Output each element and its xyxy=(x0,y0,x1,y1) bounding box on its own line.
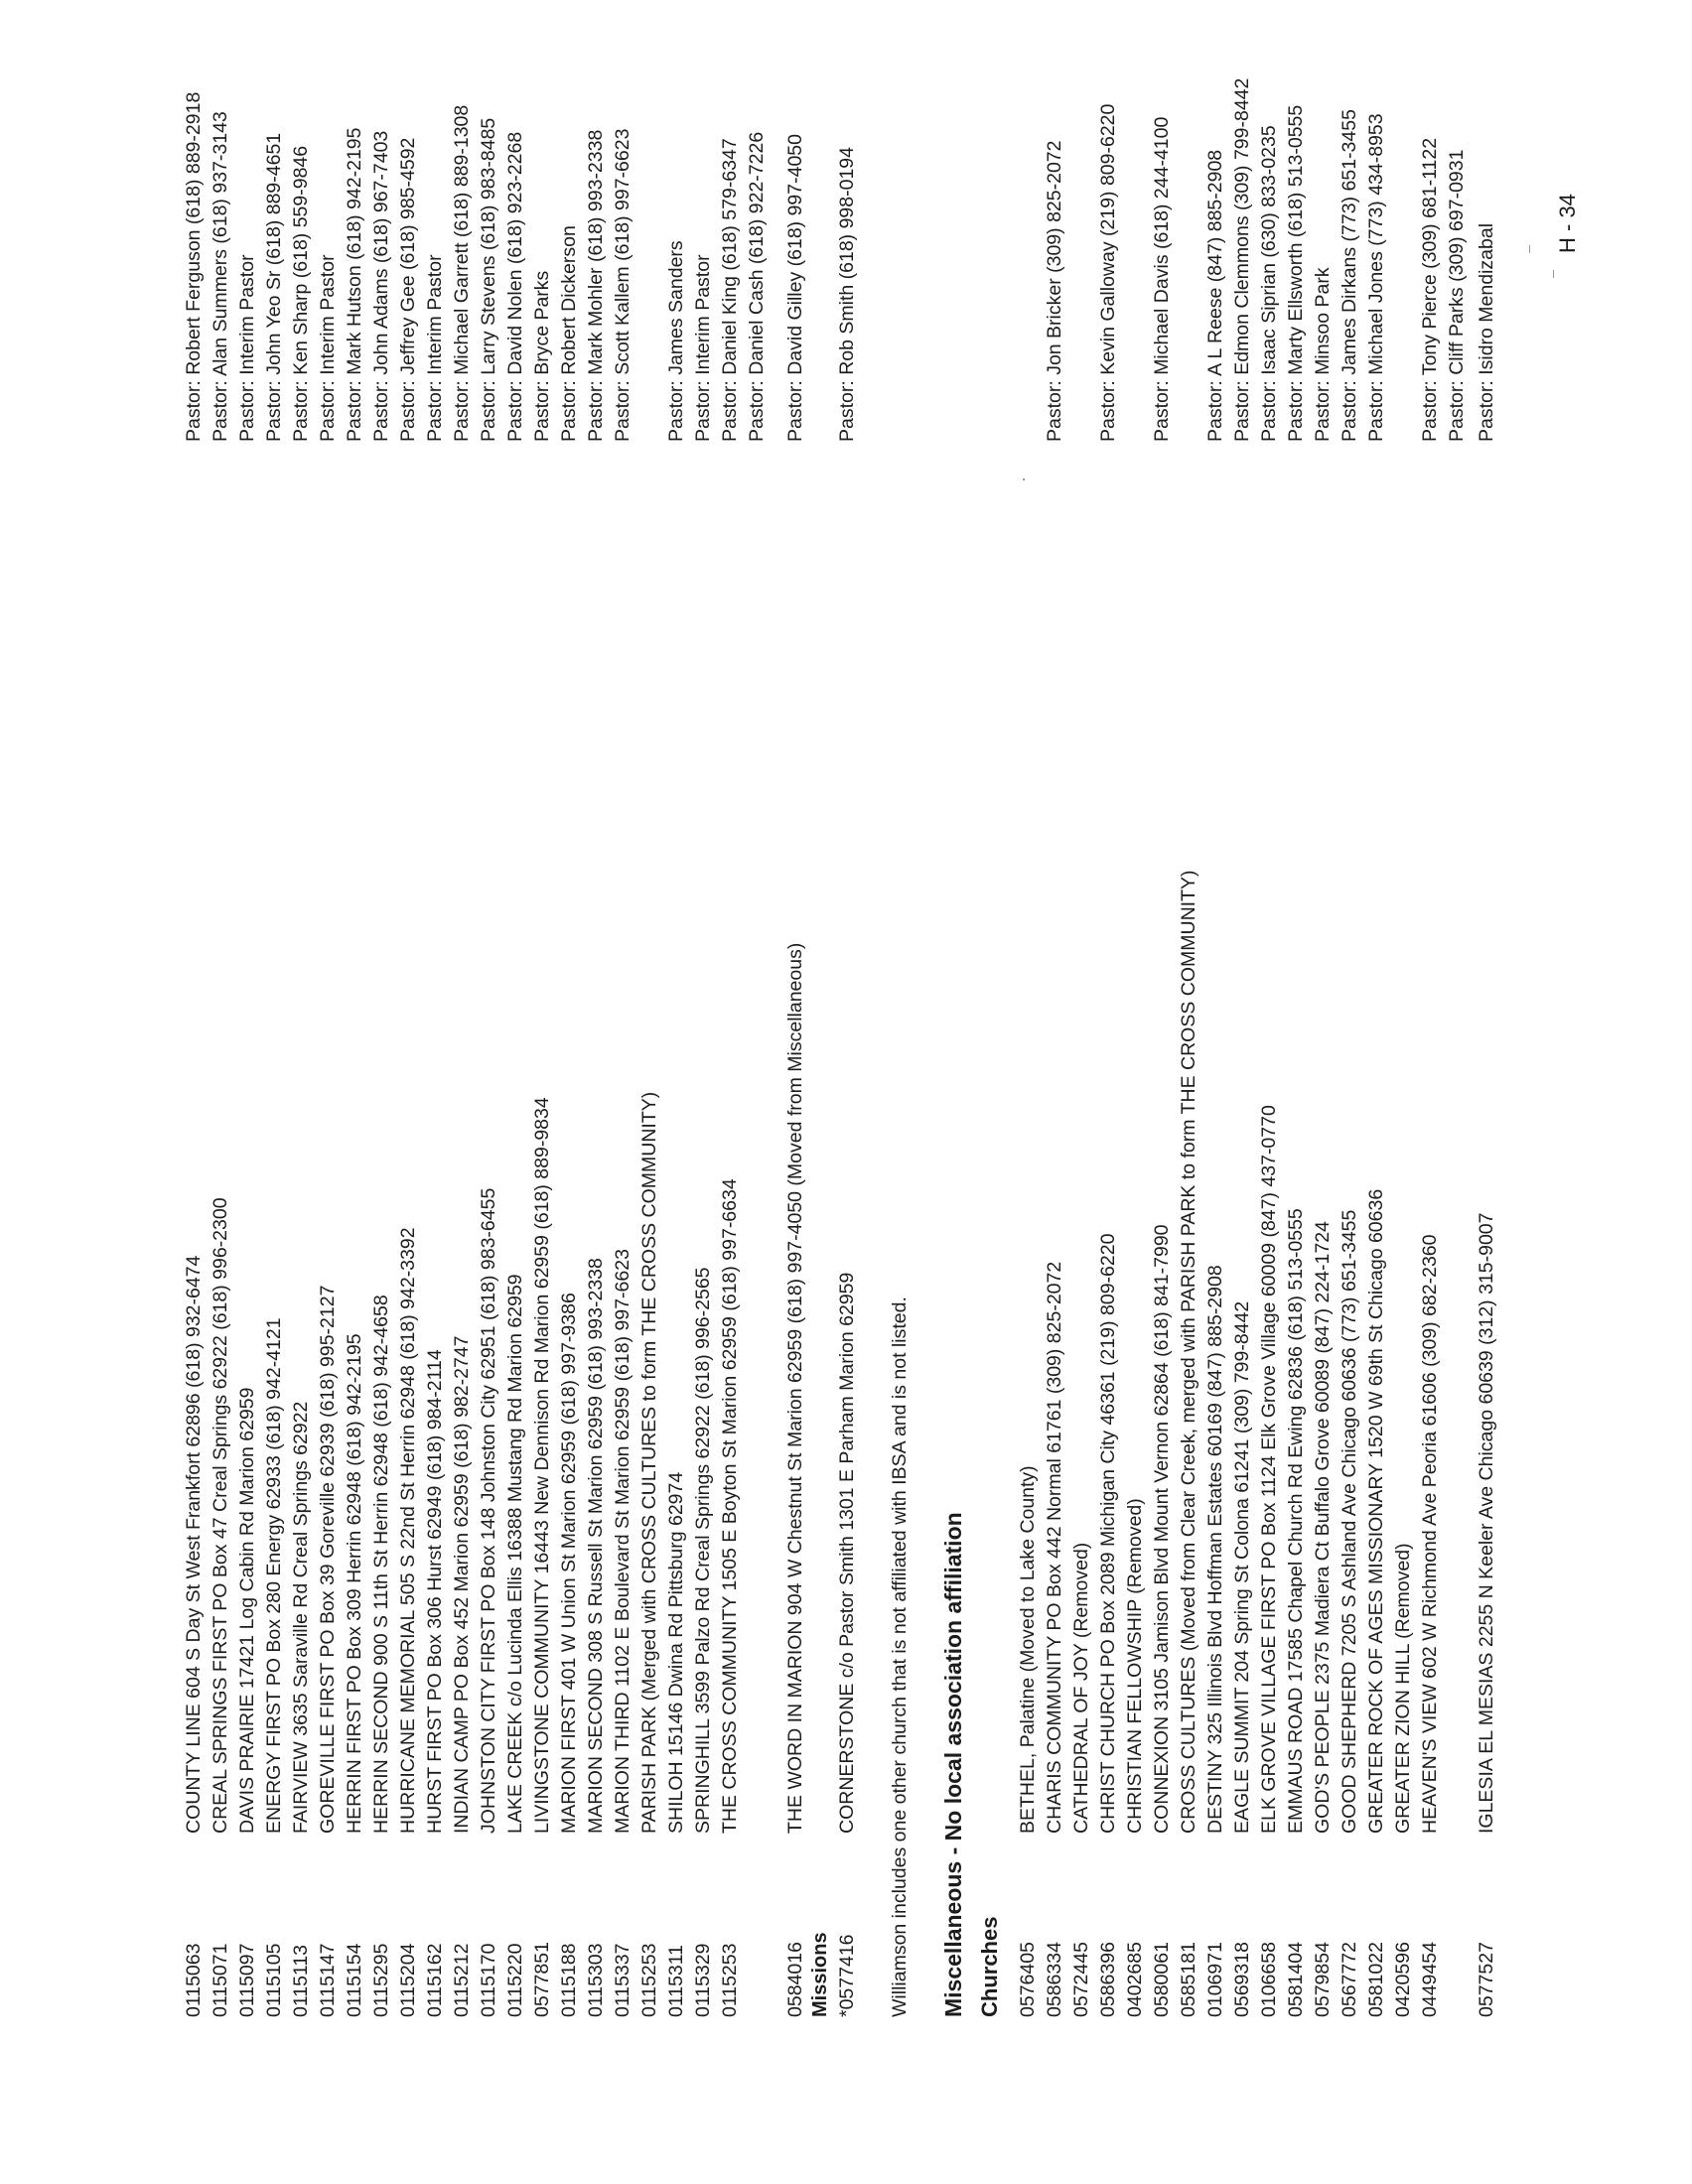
church-entry: CATHEDRAL OF JOY (Removed) xyxy=(1070,1542,1092,1834)
church-entry: CROSS CULTURES (Moved from Clear Creek, merged with PARISH PARK to form THE CROSS COMMUNITY) xyxy=(1178,870,1199,1834)
church-id: 0115311 xyxy=(665,1944,687,2017)
church-id: 0577851 xyxy=(531,1942,553,2017)
church-id: 0567772 xyxy=(1339,1942,1360,2017)
church-id: 0579854 xyxy=(1312,1942,1334,2017)
church-entry: SPRINGHILL 3599 Palzo Rd Creal Springs 62922 (618) 996-2565 xyxy=(692,1267,714,1834)
missions-heading: Missions xyxy=(809,1932,831,2017)
church-id: 0115097 xyxy=(236,1943,258,2017)
church-id: 0115170 xyxy=(478,1943,499,2017)
church-pastor xyxy=(1015,78,1042,442)
church-entry: MARION SECOND 308 S Russell St Marion 62959 (618) 993-2338 xyxy=(585,1258,607,1834)
church-id: 0115188 xyxy=(558,1943,580,2017)
church-entry: GOREVILLE FIRST PO Box 39 Goreville 62939 (618) 995-2127 xyxy=(317,1285,339,1834)
church-id: 0115105 xyxy=(263,1943,285,2017)
church-pastor: Pastor: Scott Kallem (618) 997-6623 xyxy=(612,128,634,442)
church-pastor: Pastor: Isaac Siprian (630) 833-0235 xyxy=(1258,125,1280,442)
misc-heading: Miscellaneous - No local association affiliation xyxy=(940,1512,966,2017)
church-id: 0115329 xyxy=(692,1943,714,2017)
church-entry: HURRICANE MEMORIAL 505 S 22nd St Herrin 62948 (618) 942-3392 xyxy=(397,1227,419,1834)
word-entry: THE WORD IN MARION 904 W Chestnut St Marion 62959 (618) 997-4050 (Moved from Miscellaneous) xyxy=(784,942,806,1834)
extra-pastor: Pastor: Cliff Parks (309) 697-0931 xyxy=(1446,149,1468,442)
mission-id: *0577416 xyxy=(836,1934,858,2017)
misc-entry-column xyxy=(1015,871,1444,1835)
church-id: 0581022 xyxy=(1365,1942,1387,2017)
church-pastor: Pastor: John Yeo Sr (618) 889-4651 xyxy=(263,132,285,442)
church-entry: COUNTY LINE 604 S Day St West Frankfort 62896 (618) 932-6474 xyxy=(183,1255,205,1834)
church-pastor: Pastor: Alan Summers (618) 937-3143 xyxy=(210,111,231,442)
church-id: 0585181 xyxy=(1178,1942,1199,2017)
church-entry: CREAL SPRINGS FIRST PO Box 47 Creal Springs 62922 (618) 996-2300 xyxy=(210,1197,231,1834)
church-entry: DAVIS PRAIRIE 17421 Log Cabin Rd Marion 62959 xyxy=(236,1387,258,1834)
church-entry: GREATER ROCK OF AGES MISSIONARY 1520 W 69th St Chicago 60636 xyxy=(1365,1188,1387,1834)
mission-entry: CORNERSTONE c/o Pastor Smith 1301 E Parham Marion 62959 xyxy=(836,1272,858,1834)
church-entry: ENERGY FIRST PO Box 280 Energy 62933 (618) 942-4121 xyxy=(263,1317,285,1834)
church-entry: FAIRVIEW 3635 Saraville Rd Creal Springs 62922 xyxy=(290,1401,312,1834)
church-id: 0106971 xyxy=(1204,1942,1226,2017)
church-pastor: Pastor: Interim Pastor xyxy=(424,254,446,442)
church-entry: CONNEXION 3105 Jamison Blvd Mount Vernon 62864 (618) 841-7990 xyxy=(1151,1224,1173,1834)
church-id: 0572445 xyxy=(1070,1942,1092,2017)
word-id: 0584016 xyxy=(784,1942,806,2017)
church-id: 0580061 xyxy=(1151,1942,1173,2017)
church-entry: THE CROSS COMMUNITY 1505 E Boyton St Marion 62959 (618) 997-6634 xyxy=(719,1178,741,1834)
williamson-entry-column xyxy=(181,1092,744,1834)
church-pastor: Pastor: Robert Ferguson (618) 889-2918 xyxy=(183,91,205,442)
church-pastor: Pastor: Tony Pierce (309) 681-1122 xyxy=(1419,137,1441,442)
church-id: 0115204 xyxy=(397,1943,419,2017)
misc-subheading: Churches xyxy=(977,1916,1002,2017)
church-entry: CHARIS COMMUNITY PO Box 442 Normal 61761 (309) 825-2072 xyxy=(1044,1261,1065,1834)
church-pastor: Pastor: Daniel King (618) 579-6347 xyxy=(719,138,741,442)
church-id: 0449454 xyxy=(1419,1942,1441,2017)
church-pastor: Pastor: Interim Pastor xyxy=(317,254,339,442)
williamson-note: Williamson includes one other church that is not affiliated with IBSA and is not listed. xyxy=(889,1297,911,2017)
church-id: 0115071 xyxy=(210,1943,231,2017)
last-id: 0577527 xyxy=(1476,1942,1497,2017)
church-id: 0115303 xyxy=(585,1943,607,2017)
church-entry: GOD'S PEOPLE 2375 Madiera Ct Buffalo Grove 60089 (847) 224-1724 xyxy=(1312,1221,1334,1834)
last-entry: IGLESIA EL MESIAS 2255 N Keeler Ave Chicago 60639 (312) 315-9007 xyxy=(1476,1212,1497,1834)
church-pastor: Pastor: Mark Mohler (618) 993-2338 xyxy=(585,129,607,442)
church-entry: GREATER ZION HILL (Removed) xyxy=(1392,1543,1414,1834)
church-entry: EMMAUS ROAD 17585 Chapel Church Rd Ewing 62836 (618) 513-0555 xyxy=(1285,1208,1307,1834)
church-id: 0115253 xyxy=(719,1943,741,2017)
church-entry: PARISH PARK (Merged with CROSS CULTURES to form THE CROSS COMMUNITY) xyxy=(638,1091,660,1834)
church-id: 0115162 xyxy=(424,1943,446,2017)
williamson-id-column xyxy=(181,1942,744,2017)
church-id: 0115147 xyxy=(317,1943,339,2017)
church-pastor: Pastor: Mark Hutson (618) 942-2195 xyxy=(344,127,365,442)
mission-pastor: Pastor: Rob Smith (618) 998-0194 xyxy=(836,147,858,442)
church-entry: EAGLE SUMMIT 204 Spring St Colona 61241 (309) 799-8442 xyxy=(1231,1300,1253,1834)
church-entry: LIVINGSTONE COMMUNITY 16443 New Dennison Rd Marion 62959 (618) 889-9834 xyxy=(531,1097,553,1834)
williamson-pastor-column xyxy=(181,92,771,442)
scan-mark xyxy=(1023,478,1025,480)
church-pastor: Pastor: Edmon Clemmons (309) 799-8442 xyxy=(1231,77,1253,442)
church-entry: HERRIN FIRST PO Box 309 Herrin 62948 (618) 942-2195 xyxy=(344,1333,365,1834)
church-entry: HEAVEN'S VIEW 602 W Richmond Ave Peoria 61606 (309) 682-2360 xyxy=(1419,1234,1441,1834)
church-pastor: Pastor: Michael Davis (618) 244-4100 xyxy=(1151,116,1173,442)
church-id: 0115113 xyxy=(290,1944,312,2017)
church-pastor: Pastor: Michael Jones (773) 434-8953 xyxy=(1365,113,1387,442)
scan-mark xyxy=(1529,245,1530,253)
church-entry: BETHEL, Palatine (Moved to Lake County) xyxy=(1017,1465,1039,1834)
church-entry: INDIAN CAMP PO Box 452 Marion 62959 (618) 982-2747 xyxy=(451,1335,473,1834)
church-entry: LAKE CREEK c/o Lucinda Ellis 16388 Mustang Rd Marion 62959 xyxy=(504,1274,526,1834)
church-pastor: Pastor: Minsoo Park xyxy=(1312,267,1334,442)
church-id: 0586334 xyxy=(1044,1942,1065,2017)
page-number: H - 34 xyxy=(1555,194,1580,253)
church-pastor xyxy=(1390,78,1417,442)
church-pastor xyxy=(636,92,663,442)
church-pastor: Pastor: Ken Sharp (618) 559-9846 xyxy=(290,145,312,442)
church-pastor: Pastor: John Adams (618) 967-7403 xyxy=(370,130,392,442)
church-id: 0576405 xyxy=(1017,1942,1039,2017)
church-id: 0115337 xyxy=(612,1943,634,2017)
misc-id-column xyxy=(1015,1942,1444,2017)
church-id: 0115154 xyxy=(344,1943,365,2017)
church-pastor: Pastor: Kevin Galloway (219) 809-6220 xyxy=(1097,103,1119,442)
church-pastor: Pastor: Jeffrey Gee (618) 985-4592 xyxy=(397,137,419,442)
church-entry: CHRISTIAN FELLOWSHIP (Removed) xyxy=(1124,1498,1146,1834)
church-id: 0115220 xyxy=(504,1943,526,2017)
church-entry: DESTINY 325 Illinois Blvd Hoffman Estates 60169 (847) 885-2908 xyxy=(1204,1265,1226,1834)
church-entry: HERRIN SECOND 900 S 11th St Herrin 62948 (618) 942-4658 xyxy=(370,1295,392,1834)
church-id: 0115253 xyxy=(638,1943,660,2017)
church-id: 0569318 xyxy=(1231,1942,1253,2017)
misc-pastor-column xyxy=(1015,78,1471,442)
church-pastor: Pastor: Bryce Parks xyxy=(531,270,553,442)
church-pastor xyxy=(1176,78,1202,442)
church-entry: GOOD SHEPHERD 7205 S Ashland Ave Chicago 60636 (773) 651-3455 xyxy=(1339,1209,1360,1834)
last-pastor: Pastor: Isidro Mendizabal xyxy=(1476,222,1497,442)
church-pastor: Pastor: James Sanders xyxy=(665,240,687,442)
church-pastor: Pastor: Marty Ellsworth (618) 513-0555 xyxy=(1285,104,1307,442)
church-entry: MARION FIRST 401 W Union St Marion 62959 (618) 997-9386 xyxy=(558,1293,580,1834)
church-id: 0402685 xyxy=(1124,1942,1146,2017)
church-pastor: Pastor: James Dirkans (773) 651-3455 xyxy=(1339,109,1360,442)
church-id: 0581404 xyxy=(1285,1942,1307,2017)
church-pastor xyxy=(1068,78,1095,442)
church-entry: JOHNSTON CITY FIRST PO Box 148 Johnston City 62951 (618) 983-6455 xyxy=(478,1187,499,1834)
church-pastor: Pastor: Jon Bricker (309) 825-2072 xyxy=(1044,140,1065,442)
church-pastor xyxy=(1122,78,1149,442)
church-id: 0106658 xyxy=(1258,1942,1280,2017)
church-pastor: Pastor: A L Reese (847) 885-2908 xyxy=(1204,149,1226,442)
church-pastor: Pastor: David Nolen (618) 923-2268 xyxy=(504,131,526,442)
church-id: 0420596 xyxy=(1392,1942,1414,2017)
word-pastor: Pastor: David Gilley (618) 997-4050 xyxy=(784,134,806,442)
church-entry: CHRIST CHURCH PO Box 2089 Michigan City 46361 (219) 809-6220 xyxy=(1097,1233,1119,1834)
extra-pastor: Pastor: Daniel Cash (618) 922-7226 xyxy=(746,131,768,442)
church-pastor: Pastor: Interim Pastor xyxy=(692,254,714,442)
church-pastor: Pastor: Interim Pastor xyxy=(236,254,258,442)
church-entry: SHILOH 15146 Dwina Rd Pittsburg 62974 xyxy=(665,1471,687,1834)
scan-mark xyxy=(1553,270,1554,278)
church-pastor: Pastor: Larry Stevens (618) 983-8485 xyxy=(478,117,499,442)
church-entry: MARION THIRD 1102 E Boulevard St Marion 62959 (618) 997-6623 xyxy=(612,1249,634,1834)
church-entry: ELK GROVE VILLAGE FIRST PO Box 1124 Elk Grove Village 60009 (847) 437-0770 xyxy=(1258,1105,1280,1834)
church-pastor: Pastor: Michael Garrett (618) 889-1308 xyxy=(451,104,473,442)
church-pastor: Pastor: Robert Dickerson xyxy=(558,225,580,442)
church-id: 0115212 xyxy=(451,1943,473,2017)
church-id: 0586396 xyxy=(1097,1942,1119,2017)
church-entry: HURST FIRST PO Box 306 Hurst 62949 (618) 984-2114 xyxy=(424,1349,446,1834)
church-id: 0115063 xyxy=(183,1943,205,2017)
church-id: 0115295 xyxy=(370,1943,392,2017)
